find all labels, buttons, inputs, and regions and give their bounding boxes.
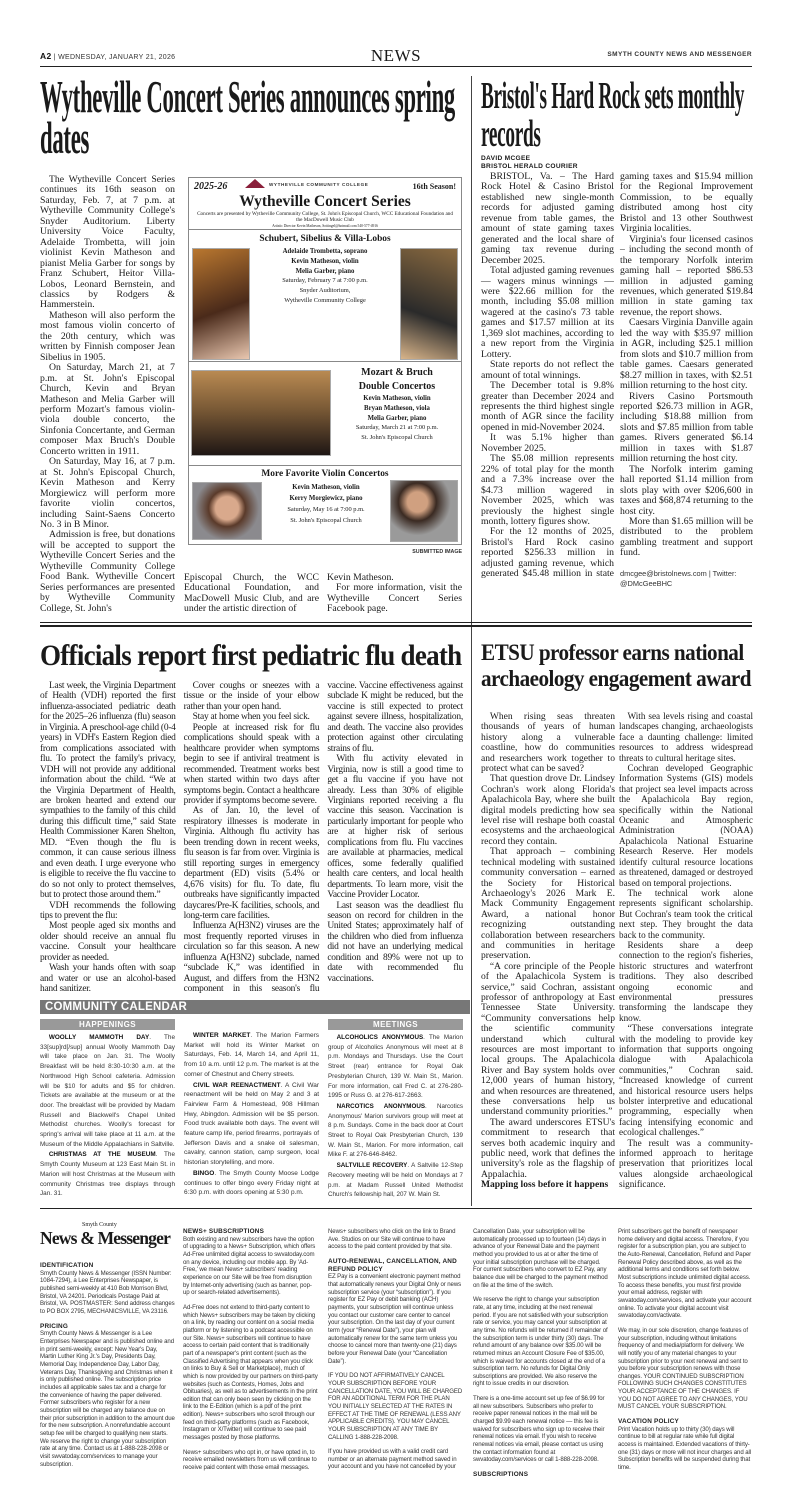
calendar-item-text: . Narcotics Anonymous' Marion survivors group will meet at 8 p.m. Sundays. Come in the back door at Court Street to Royal Oak Presbyterian Church, 139 W. Main St., Marion. For more information, call Mike F. at 276-646-8462. — [328, 1102, 463, 1159]
calendar-item-text: . The Smyth County Museum at 123 East Main St. in Marion will host Christmas at the Museum with community Christmas tree displays through Jan. 31. — [40, 1151, 175, 1198]
concert-title: Mozart & Bruch — [361, 367, 433, 378]
paragraph: The award underscores ETSU's commitment to research that serves both academic inquiry and public need, work that defines the university's role as the flagship of Appalachia. — [481, 1116, 615, 1180]
calendar-item — [184, 1169, 319, 1198]
page-number: A2 — [40, 51, 52, 61]
etsu-headline: ETSU professor earns national archaeology engagement award — [481, 640, 751, 692]
section-rule — [40, 622, 752, 623]
paragraph: Influenza A(H3N2) viruses are the most frequently reported viruses in circulation so far this season. A new influenza A(H3N2) subclade, named “subclade K,” was identified in August, and differs from the H3N2 component in this season's flu vaccine. Vaccine effectiveness against subclade K might be reduced, but the vaccine is still expected to protect against severe illness, hospitalization, and death. The vaccine also provides protection against other circulating strains of flu. — [183, 681, 463, 995]
performer: Melia Garber, piano — [367, 414, 427, 422]
concert-title: Schubert, Sibelius & Villa-Lobos — [259, 234, 391, 244]
flu-body — [40, 681, 463, 995]
calendar-col2 — [184, 1031, 319, 1199]
pricing-heading: PRICING — [40, 1322, 69, 1330]
paragraph: The $5.08 million represents 22% of total play for the month and a 7.3% increase over the $4.73 million wagered in November 2025, which was previously the highest single month, lottery figures show. — [481, 453, 614, 527]
paragraph: When rising seas threaten thousands of years of human history along a vulnerable coastline, how do communities and researchers work together to protect what can be saved? — [481, 711, 615, 775]
paragraph: The result was a community-informed approach to heritage preservation that prioritizes local values alongside archaeological significance. — [619, 1137, 753, 1191]
policy-text: News+ subscribers who opt in, or have opted in, to receive emailed newsletters from us will continue to receive paid content with those email messages. News+ subscribers who click on the link to Brand Ave. Studios on our Site will continue to have access to the paid content provided by that site. — [183, 1228, 456, 1472]
pianist-photo — [192, 482, 262, 540]
concert-title: Double Concertos — [358, 381, 436, 392]
performer: Kevin Matheson, violin — [292, 484, 360, 491]
policy-heading: SUBSCRIPTIONS — [473, 1471, 529, 1479]
paragraph: That approach – combining technical modeling with sustained community conversation – earned the Society for Historical Archaeology's 2026 Mark E. Mack Community Engagement Award, a national honor recognizing outstanding collaboration between researchers and communities in heritage preservation. — [481, 846, 615, 962]
paragraph: “These conversations integrate with the modeling to provide key information that supports ongoing dialogue with Apalachicola communities,” Cochran said. “Increased knowledge of current and historical resource users helps bolster interpretive and educational programming, especially when facing intensifying economic and ecological challenges.” — [619, 1023, 753, 1139]
policy-text: We reserve the right to change your subscription rate, at any time, including at the next renewal period. If you are not satisfied with your subscription rate or service, you may cancel your subscription at any time. No refunds will be returned if remainder of the subscription term is under thirty (30) days. The refund amount of any balance over $35.00 will be returned minus an Account Closure Fee of $35.00, which is waived for accounts closed at the end of a subscription term. No refunds for Digital Only subscriptions are provided. We also reserve the right to issue credits in our discretion. — [473, 1296, 608, 1388]
paragraph: The December total is 9.8% greater than December 2024 and represents the third highest single month of AGR since the facility opened in mid-November 2024. — [481, 380, 614, 433]
calendar-item-title: CIVIL WAR REENACTMENT — [193, 1081, 281, 1089]
soprano-photo — [192, 248, 250, 360]
concert-title: More Favorite Violin Concertos — [261, 469, 389, 479]
bristol-paragraphs — [481, 172, 753, 590]
paragraph: Rivers Casino Portsmouth reported $26.73 million in AGR, including $18.88 million from slots and $7.85 million from table games. Rivers generated $6.14 million in taxes with $1.87 million returning the host city. — [620, 390, 753, 465]
column-divider — [471, 76, 472, 1206]
page-folio: A2 | WEDNESDAY, JANUARY 21, 2026 — [40, 51, 176, 61]
season-year: 2025-26 — [194, 181, 228, 192]
calendar-item-title: ALCOHOLICS ANONYMOUS — [336, 1034, 424, 1041]
policy-heading: NEWS+ SUBSCRIPTIONS — [183, 1228, 265, 1235]
policy-text: Ad-Free does not extend to third-party content to which News+ subscribers may be taken by clicking on a link, by reading our content on a social media platform or by listening to a podcast accessible on our Site. News+ subscribers will continue to have access to certain paid content that is traditionally part of a newspaper's print content (such as the Classified Advertising that appears when you click on links to Buy & Sell or Marketplace), much of which is now provided by our partners on third-party websites (such as Contests, Homes, Jobs and Obituaries), as well as to advertisements in the print edition that can only been seen by clicking on the link to the E-Edition (which is a pdf of the print edition). News+ subscribers who scroll through our feed on third-party platforms (such as Facebook, Instagram or X/Twitter) will continue to see paid messages posted by those platforms. — [183, 1303, 318, 1442]
calendar-item-text: . The Smyth County Moose Lodge continues to offer bingo every Friday night at 6:30 p.m. with doors opening at 5:30 p.m. — [184, 1169, 319, 1197]
bristol-headline: Bristol's Hard Rock sets monthly records — [481, 75, 745, 155]
duo-photo — [400, 248, 458, 360]
performer: Bryan Matheson, viola — [364, 404, 430, 412]
performer: Adelaide Trombetta, soprano — [282, 248, 368, 255]
paragraph: On Saturday, May 16, at 7 p.m. at St. John's Episcopal Church, Kevin Matheson and Kerry Morgiewicz will perform more favorite violin concertos, including Saint-Saens Concerto No. 3 in B Minor. — [40, 456, 175, 530]
paragraph: Total adjusted gaming revenues — wagers minus winnings — were $22.66 million for the month, including $5.08 million wagered at the casino's 73 table games and $17.57 million at its 1,369 slot machines, according to a new report from the Virginia Lottery. — [481, 265, 614, 360]
paragraph: Virginia's four licensed casinos – including the second month of the temporary Norfolk interim gaming hall – reported $86.53 million in adjusted gaming revenues, which generated $19.84 million in state gaming tax revenue, the report shows. — [620, 233, 753, 318]
footer-rule — [40, 1208, 752, 1209]
section-rule — [40, 625, 752, 627]
paragraph: For more information, visit the Wytheville Concert Series Facebook page. — [327, 582, 462, 615]
policy-text: There is a one-time account set up fee of $6.99 for all new subscribers. Subscribers who prefer to receive paper renewal notices in the mail will be charged $9.99 each renewal notice — this fee is waived for subscribers who sign up to receive their renewal notices via email. If you wish to receive renewal notices via email, please contact us using the contact information found at swvatoday.com/services or call 1-888-228-2098. — [473, 1395, 605, 1464]
policy-text: Print Vacation holds up to thirty (30) days will continue to bill at regular rate while full digital access is maintained. Extended vacations of thirty-one (31) days or more will not incur charges and all Subscription benefits will be suspended during that time. — [618, 1425, 751, 1472]
policy-text: Both existing and new subscribers have the option of upgrading to a News+ Subscription, which offers Ad-Free unlimited digital access to swvatoday.com on any device, including our mobile app. By 'Ad-Free,' we mean News+ subscribers' reading experience on our Site will be free from disruption by Internet-only advertising (such as banner, pop-up or search-related advertisements). — [183, 1235, 316, 1297]
community-calendar-header: COMMUNITY CALENDAR — [40, 1000, 470, 1014]
paragraph: Stay at home when you feel sick. — [192, 712, 310, 723]
calendar-col1 — [40, 1033, 175, 1200]
photo-credit: SUBMITTED IMAGE — [412, 549, 462, 555]
paragraph: Last week, the Virginia Department of Health (VDH) reported the first influenza-associated pediatric death for the 2025–26 influenza (flu) season in Virginia. A preschool-age child (0-4 years) in VDH's Eastern Region died from complications associated with flu. To protect the family's privacy, VDH will not provide any additional information about the child. “We at the Virginia Department of Health, are broken hearted and extend our sympathies to the family of this child during this difficult time,” said State Health Commissioner Karen Shelton, MD. “Even though the flu is common, it can cause serious illness and even death. I urge everyone who is eligible to receive the flu vaccine to do so not only to protect themselves, but to protect those around them.” — [40, 681, 176, 901]
calendar-item — [328, 1033, 463, 1101]
concert-venue: Wytheville Community College — [284, 296, 366, 304]
paragraph: With flu activity elevated in Virginia, now is still a good time to get a flu vaccine if you have not already. Less than 30% of eligible Virginians reported receiving a flu vaccine this season. Vaccination is particularly important for people who are at higher risk of serious complications from flu. Flu vaccines are available at pharmacies, medical offices, some federally qualified health care centers, and local health departments. To learn more, visit the Vaccine Provider Locator. — [327, 754, 463, 901]
college-name: WYTHEVILLE COMMUNITY COLLEGE — [269, 182, 369, 187]
paragraph: For the 12 months of 2025, Bristol's Hard Rock casino reported $256.33 million in adjusted gaming revenue, which generated $45.48 million in state gaming taxes and $15.94 million for the Regional Improvement Commission, to be equally distributed among host city Bristol and 13 other Southwest Virginia localities. — [481, 171, 753, 580]
wytheville-col2 — [184, 573, 319, 615]
meetings-header: MEETINGS — [328, 1019, 463, 1030]
calendar-item — [184, 1081, 319, 1168]
series-title: Wytheville Concert Series — [239, 193, 411, 210]
concert-series-ad — [188, 177, 462, 545]
bristol-body — [481, 172, 753, 590]
etsu-col2 — [619, 712, 753, 1191]
performer: Kevin Matheson, violin — [291, 257, 359, 265]
policy-text: EZ Pay is a convenient electronic payment method that automatically renews your Digital Only or news subscription service (your “subscription”). If you register for EZ Pay or debit banking (ACH) payments, your subscription will continue unless you contact our customer care center to cancel your subscription. On the last day of your current term (your “Renewal Date”), your plan will automatically renew for the same term unless you choose to cancel more than twenty-one (21) days before your Renewal Date (your “Cancellation Date”). — [328, 1273, 462, 1365]
policy-text: Print subscribers get the benefit of newspaper home delivery and digital access. Therefore, if you register for a subscription plan, you are subject to the Auto-Renewal, Cancellation, Refund and Paper Renewal Policy described above, as well as the additional terms and conditions set forth below. Most subscriptions include unlimited digital access. To access these benefits, you must first provide your email address, register with swvatoday.com/services, and activate your account online. To activate your digital account visit swvatoday.com/activate. — [618, 1228, 752, 1320]
issue-date: WEDNESDAY, JANUARY 21, 2026 — [58, 54, 176, 61]
paragraph: Last season was the deadliest flu season on record for children in the United States; approximately half of the children who died from influenza did not have an underlying medical condition and 89% were not up to date with recommended flu vaccinations. — [327, 900, 463, 984]
calendar-item — [40, 1033, 175, 1149]
performer: Melia Garber, piano — [295, 267, 355, 275]
paragraph: It was 5.1% higher than November 2025. — [481, 432, 614, 454]
concert-date: Saturday, May 16 at 7:00 p.m. — [287, 506, 365, 513]
paragraph: Matheson will also perform the most famous violin concerto of the 20th century, which was written by Finnish composer Jean Sibelius in 1905. — [40, 309, 175, 363]
calendar-item-text: . A Civil War reenactment will be held on May 2 and 3 at Fairview Farm & Homestead, 908 Hillman Hwy, Abingdon. Admission will be $5 person. Food truck available both days. The event will feature camp life, period firearms, portrayals of Jefferson Davis and a snake oil salesman, cavalry, cannon station, camp surgeon, local historian storytelling, and more. — [184, 1081, 319, 1167]
calendar-item-text: . The Marion group of Alcoholics Anonymous will meet at 8 p.m. Mondays and Thursdays. Use the Court Street (rear) entrance for Royal Oak Presbyterian Church, 139 W. Main St., Marion. For more information, call Fred C. at 276-280-1995 or Russ G. at 276-617-2663. — [328, 1034, 463, 1100]
concert-2 — [189, 362, 461, 466]
performer: Kerry Morgiewicz, piano — [289, 495, 363, 502]
performer: Kevin Matheson, violin — [363, 395, 431, 402]
season-number: 16th Season! — [412, 182, 456, 191]
paragraph: Wash your hands often with soap and water or use an alcohol-based hand sanitizer. — [40, 963, 176, 995]
wytheville-col1 — [40, 175, 175, 614]
author-outlet: BRISTOL HERALD COURIER — [481, 163, 578, 170]
calendar-item-title: WINTER MARKET — [193, 1032, 251, 1039]
identification-heading: IDENTIFICATION — [40, 1262, 94, 1269]
policy-text: We may, in our sole discretion, change features of your subscription, including without limitations frequency of and media/platform for delivery. We will notify you of any material changes to your subscription prior to your next renewal and sent to you before your subscription renews with those changes. YOUR CONTINUED SUBSCRIPTION FOLLOWING SUCH CHANGES CONSTITUTES YOUR ACCEPTANCE OF THE CHANGES. IF YOU DO NOT AGREE TO ANY CHANGES, YOU MUST CANCEL YOUR SUBSCRIPTION. — [618, 1326, 748, 1411]
concert-venue: St. John's Episcopal Church — [361, 434, 433, 442]
paragraph: That question drove Dr. Lindsey Cochran's work along Florida's Apalachicola Bay, where she built digital models predicting how sea level rise will reshape both coastal ecosystems and the archaeological record they contain. — [481, 773, 615, 847]
wcc-mountain-logo-icon — [245, 179, 265, 188]
policy-heading: VACATION POLICY — [618, 1418, 679, 1426]
paragraph: Most people aged six months and older should receive an annual flu vaccine. Consult your healthcare provider as needed. — [40, 921, 176, 963]
happenings-header: HAPPENINGS — [40, 1019, 175, 1030]
etsu-paragraphs — [481, 712, 615, 1180]
paragraph: “A core principle of the People of the Apalachicola System is service,” said Cochran, assistant professor of anthropology at East Tennessee State University. “Community conversations help the scientific community understand which cultural resources are most important to local groups. The Apalachicola River and Bay system holds over 12,000 years of human history, and when resources are threatened, these conversations help us understand community priorities.” — [481, 960, 615, 1118]
calendar-item — [328, 1102, 463, 1160]
violinist-photo — [390, 480, 458, 542]
calendar-item-title: BINGO — [193, 1169, 215, 1177]
section-name: NEWS — [370, 46, 422, 65]
paragraph: People at increased risk for flu complications should speak with a healthcare provider when symptoms begin to see if antiviral treatment is recommended. Treatment works best when started within two days after symptoms begin. Contact a healthcare provider if symptoms become severe. — [183, 722, 320, 806]
calendar-item — [328, 1161, 463, 1200]
paragraph: The Wytheville Concert Series continues its 16th season on Saturday, Feb. 7, at 7 p.m. at Wytheville Community College's Snyder Auditorium. Liberty University Voice Faculty, Adelaide Trombetta, will join violinist Kevin Matheson and pianist Melia Garber for songs by Franz Schubert, Heitor Villa-Lobos, Leonard Bernstein, and classics by Rodgers & Hammerstein. — [40, 174, 175, 311]
calendar-item-text: . A Saltville 12-Step Recovery meeting will be held on Mondays at 7 p.m. at Madam Russell United Methodist Church's fellowship hall, 207 W. Main St. — [328, 1162, 463, 1199]
calendar-item-title: NARCOTICS ANONYMOUS — [336, 1102, 426, 1110]
etsu-col1 — [481, 712, 615, 1191]
calendar-item — [184, 1031, 319, 1080]
logo-small: Smyth County — [82, 1222, 117, 1228]
author-name: DAVID MCGEE — [481, 155, 531, 162]
paragraph: The technical work alone represents significant scholarship. But Cochran's team took the critical next step. They brought the data back to the community. — [619, 887, 753, 941]
concert-date: Saturday, March 21 at 7:00 p.m. — [355, 424, 439, 432]
paragraph: Residents share a deep connection to the region's fisheries, historic structures and waterfront traditions. They also described ongoing economic and environmental pressures transforming the landscape they know. — [619, 939, 753, 1024]
concert-3 — [189, 466, 461, 544]
paragraph: The Norfolk interim gaming hall reported $1.14 million from slots play with over $206,600 in taxes and $68,874 returning to the host city. — [620, 463, 753, 517]
author-contact: dmcgee@bristolnews.com | Twitter: @DMcGeeBHC — [620, 568, 737, 589]
policy-heading: AUTO-RENEWAL, CANCELLATION, AND REFUND POLICY — [328, 1257, 457, 1273]
calendar-item-title: SALTVILLE RECOVERY — [336, 1162, 408, 1170]
paragraph: Cochran developed Geographic Information Systems (GIS) models that project sea level impacts across the Apalachicola Bay region, specifically within the National Oceanic and Atmospheric Administration (NOAA) Apalachicola National Estuarine Research Reserve. Her models identify cultural resource locations as threatened, damaged or destroyed based on temporal projections. — [619, 763, 753, 889]
concert-date: Saturday, February 7 at 7:00 p.m. — [282, 277, 368, 285]
calendar-item-title: CHRISTMAS AT THE MUSEUM — [48, 1151, 156, 1159]
paragraph: Caesars Virginia Danville again led the way with $35.97 million in AGR, including $25.1 million from slots and $10.7 million from table games. Caesars generated $8.27 million in taxes, with $2.51 million returning to the host city. — [620, 317, 753, 392]
paragraph: More than $1.65 million will be distributed to the problem gambling treatment and support fund. — [620, 515, 753, 559]
paragraph: BRISTOL, Va. – The Hard Rock Hotel & Casino Bristol established new single-month records for adjusted gaming revenue from table games, the amount of state gaming taxes generated and the local share of gaming tax revenue during December 2025. — [481, 171, 614, 266]
trio-photo — [191, 370, 331, 456]
paragraph: Episcopal Church, the WCC Educational Foundation, and MacDowell Music Club, and are under the artistic direction of — [184, 572, 319, 615]
calendar-item-title: WOOLLY MAMMOTH DAY — [48, 1034, 150, 1041]
paragraph: Cover coughs or sneezes with a tissue or the inside of your elbow rather than your open hand. — [183, 681, 320, 712]
footer-masthead — [40, 1222, 175, 1475]
policy-text: If you have provided us with a valid credit card number or an alternate payment method saved in your account and you have not cancelled by your Cancellation Date, your subscription will be automatically processed up to fourteen (14) days in advance of your Renewal Date and the payment method you provided to us at or after the time of your initial subscription purchase will be charged. For current subscribers who convert to EZ Pay, any balance due will be charged to the payment method on file at the time of the switch. — [328, 1228, 608, 1471]
pricing-text: Smyth County News & Messenger is a Lee Enterprises Newspaper and is published online and in print semi-weekly, except: New Year's Day, Martin Luther King Jr.'s Day, Presidents Day, Memorial Day, Independence Day, Labor Day, Veterans Day, Thanksgiving and Christmas when it is only published online. The subscription price includes all applicable sales tax and a charge for the convenience of having the paper delivered. Former subscribers who register for a new subscription will be charged any balance due on their prior subscription in addition to the amount due for the new subscription. A nonrefundable account setup fee will be charged to qualifying new starts. We reserve the right to change your subscription rate at any time. Contact us at 1-888-228-2098 or visit swvatoday.com/services to manage your subscription. — [40, 1330, 175, 1468]
calendar-item — [40, 1150, 175, 1199]
artistic-director: Artistic Director Kevin Matheson, Sottingel@hotmail.com 540-577-4916 — [272, 224, 378, 228]
paragraph: VDH recommends the following tips to prevent the flu: — [40, 900, 176, 921]
presenters: Concerts are presented by Wytheville Community College, St. John's Episcopal Church, WCC Educational Foundation and the MacDowell Music Club — [197, 211, 453, 224]
wytheville-headline: Wytheville Concert Series announces spring dates — [40, 71, 455, 163]
calendar-col3 — [328, 1033, 463, 1201]
identification-text: Smyth County News & Messenger (ISSN Number: 1084-7294), a Lee Enterprises Newspaper, is published semi-weekly at 410 Bob Morrison Blvd, Bristol, VA 24201. Periodicals Postage Paid at Bristol, VA. POSTMASTER: Send address changes to PO BOX 2795, MECHANICSVILLE, VA 23116. — [40, 1269, 175, 1315]
paragraph: Kevin Matheson. — [327, 572, 394, 583]
footer-policies — [183, 1228, 753, 1479]
byline — [481, 155, 578, 171]
flu-headline: Officials report first pediatric flu death — [40, 639, 462, 672]
policy-text: IF YOU DO NOT AFFIRMATIVELY CANCEL YOUR SUBSCRIPTION BEFORE YOUR CANCELLATION DATE, YOU WILL BE CHARGED FOR AN ADDITIONAL TERM FOR THE PLAN YOU INITIALLY SELECTED AT THE RATES IN EFFECT AT THE TIME OF RENEWAL (LESS ANY APPLICABLE CREDITS). YOU MAY CANCEL YOUR SUBSCRIPTION AT ANY TIME BY CALLING 1-888-228-2098. — [328, 1372, 463, 1441]
paper-name: SMYTH COUNTY NEWS AND MESSENGER — [607, 51, 752, 58]
concert-venue: St. John's Episcopal Church — [290, 517, 362, 524]
paragraph: On Saturday, March 21, at 7 p.m. at St. John's Episcopal Church, Kevin and Bryan Matheson and Melia Garber will perform Mozart's famous violin-viola double concerto, the Sinfonia Concertante, and German composer Max Bruch's Double Concerto written in 1911. — [40, 362, 175, 457]
paragraph: Admission is free, but donations will be accepted to support the Wytheville Concert Series and the Wytheville Community College Food Bank. Wytheville Concert Series performances are presented by Wytheville Community College, St. John's — [40, 529, 175, 614]
logo-main: News & Messenger — [40, 1228, 171, 1248]
calendar-item-text: . The 33[sup]rd[/sup] annual Woolly Mammoth Day will take place on Jan. 31. The Woolly Breakfast will be held 8:30-10:30 a.m. at the Northwood High School cafeteria. Admission will be $10 for adults and $5 for children. Tickets are available at the museum or at the door. The breakfast will be provided by Madam Russell and Blackwell's Chapel United Methodist churches. Woolly's forecast for spring's arrival will take place at 11 a.m. at the Museum of the Middle Appalachians in Saltville. — [40, 1034, 175, 1148]
paragraph: As of Jan. 10, the level of respiratory illnesses is moderate in Virginia. Although flu activity has been trending down in recent weeks, flu season is far from over. Virginia is still reporting surges in emergency department (ED) visits (5.4% or 4,676 visits) for flu. To date, flu outbreaks have significantly impacted daycares/Pre-K facilities, schools, and long-term care facilities. — [183, 806, 320, 921]
paragraph: State reports do not reflect the amount of total winnings. — [481, 359, 614, 381]
subhead: Mapping loss before it happens — [481, 1179, 609, 1191]
concert-1 — [189, 230, 461, 362]
header-rule — [40, 66, 752, 67]
wytheville-col3 — [327, 573, 462, 615]
paragraph: With sea levels rising and coastal landscapes changing, archaeologists face a daunting challenge: limited resources to address widespread threats to cultural heritage sites. — [619, 711, 753, 764]
calendar-item-text: . The Marion Farmers Market will hold its Winter Market on Saturdays, Feb. 14, March 14, and April 11, from 10 a.m. until 12 p.m. The market is at the corner of Chestnut and Cherry streets. — [184, 1032, 319, 1078]
concert-venue: Snyder Auditorium, — [299, 287, 351, 295]
